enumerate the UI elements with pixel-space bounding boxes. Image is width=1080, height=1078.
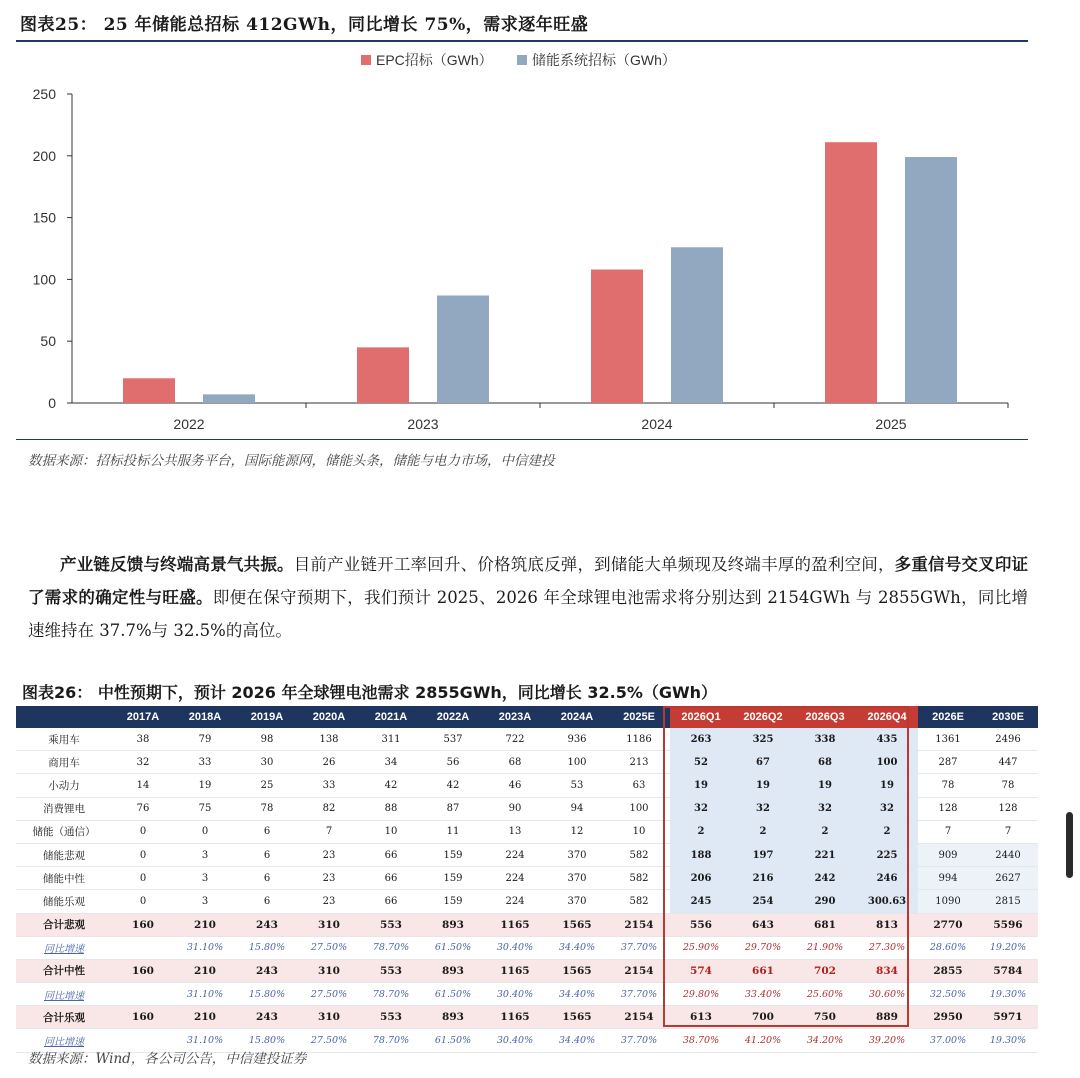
table-cell: 909	[918, 843, 978, 866]
table-cell: 2855	[918, 959, 978, 982]
table-cell: 128	[918, 797, 978, 820]
table-cell: 370	[546, 843, 608, 866]
table-cell: 41.20%	[732, 1029, 794, 1052]
table-cell: 936	[546, 728, 608, 751]
column-header: 2021A	[360, 706, 422, 728]
figure-25-title: 图表25： 25 年储能总招标 412GWh，同比增长 75%，需求逐年旺盛	[20, 15, 589, 35]
table-cell: 34.40%	[546, 1029, 608, 1052]
scrollbar-thumb[interactable]	[1066, 812, 1073, 878]
y-tick-label: 250	[32, 86, 56, 102]
table-cell: 338	[794, 728, 856, 751]
table-cell: 19	[856, 774, 918, 797]
table-cell: 0	[112, 867, 174, 890]
table-cell: 19	[732, 774, 794, 797]
table-cell: 19	[174, 774, 236, 797]
table-cell: 813	[856, 913, 918, 936]
table-cell: 582	[608, 890, 670, 913]
table-row	[16, 797, 1038, 820]
table-cell: 889	[856, 1006, 918, 1029]
table-cell: 2154	[608, 1006, 670, 1029]
table-cell: 310	[298, 959, 360, 982]
table-cell: 66	[360, 843, 422, 866]
table-cell: 159	[422, 843, 484, 866]
table-cell: 310	[298, 1006, 360, 1029]
table-cell: 87	[422, 797, 484, 820]
table-cell: 159	[422, 890, 484, 913]
table-row	[16, 820, 1038, 843]
y-tick-label: 150	[32, 209, 56, 226]
table-cell: 46	[484, 774, 546, 797]
table-cell: 32	[794, 797, 856, 820]
table-cell: 15.80%	[236, 983, 298, 1006]
table-cell: 15.80%	[236, 936, 298, 959]
table-cell: 750	[794, 1006, 856, 1029]
column-header: 2019A	[236, 706, 298, 728]
table-cell: 6	[236, 867, 298, 890]
table-header-row	[16, 706, 1038, 728]
paragraph-text-1: 目前产业链开工率回升、价格筑底反弹，到储能大单频现及终端丰厚的盈利空间，	[293, 555, 895, 574]
table-cell: 61.50%	[422, 983, 484, 1006]
table-cell: 2	[732, 820, 794, 843]
table-cell: 537	[422, 728, 484, 751]
table-cell: 893	[422, 959, 484, 982]
table-cell: 61.50%	[422, 936, 484, 959]
table-cell: 38	[112, 728, 174, 751]
table-cell: 26	[298, 751, 360, 774]
table-cell: 1565	[546, 1006, 608, 1029]
table-cell: 0	[174, 820, 236, 843]
table-cell: 213	[608, 751, 670, 774]
table-cell: 2154	[608, 959, 670, 982]
y-tick-label: 50	[40, 333, 56, 350]
table-cell: 702	[794, 959, 856, 982]
table-cell: 78.70%	[360, 983, 422, 1006]
table-cell: 30.40%	[484, 1029, 546, 1052]
table-cell: 14	[112, 774, 174, 797]
table-cell: 216	[732, 867, 794, 890]
table-cell: 34.20%	[794, 1029, 856, 1052]
x-tick-label: 2023	[407, 416, 439, 432]
row-label: 同比增速	[16, 983, 112, 1006]
table-cell: 23	[298, 890, 360, 913]
row-label: 商用车	[16, 751, 112, 774]
table-cell: 722	[484, 728, 546, 751]
table-cell: 10	[608, 820, 670, 843]
table-cell: 160	[112, 913, 174, 936]
table-cell: 79	[174, 728, 236, 751]
table-cell: 37.70%	[608, 1029, 670, 1052]
table-cell: 197	[732, 843, 794, 866]
table-cell: 23	[298, 843, 360, 866]
table-cell: 37.00%	[918, 1029, 978, 1052]
table-cell: 3	[174, 890, 236, 913]
table-cell: 100	[546, 751, 608, 774]
table-cell: 224	[484, 890, 546, 913]
table-cell: 254	[732, 890, 794, 913]
table-cell: 210	[174, 913, 236, 936]
paragraph-emphasis: 多重信号交叉印证了需求的确定性与旺盛。	[28, 555, 1029, 607]
y-tick-label: 200	[32, 147, 56, 164]
x-tick-label: 2022	[173, 416, 205, 432]
table-cell: 31.10%	[174, 1029, 236, 1052]
table-cell: 6	[236, 890, 298, 913]
table-cell	[112, 936, 174, 959]
table-cell: 29.80%	[670, 983, 732, 1006]
table-cell: 98	[236, 728, 298, 751]
table-cell: 21.90%	[794, 936, 856, 959]
chart-bottom-divider	[16, 439, 1028, 440]
table-cell: 5784	[978, 959, 1038, 982]
table-cell: 681	[794, 913, 856, 936]
row-label: 小动力	[16, 774, 112, 797]
table-cell: 88	[360, 797, 422, 820]
table-cell: 39.20%	[856, 1029, 918, 1052]
table-cell: 78	[236, 797, 298, 820]
column-header: 2017A	[112, 706, 174, 728]
table-cell: 3	[174, 843, 236, 866]
table-cell: 56	[422, 751, 484, 774]
table-cell: 19.20%	[978, 936, 1038, 959]
table-cell: 31.10%	[174, 936, 236, 959]
table-cell: 53	[546, 774, 608, 797]
row-label: 合计乐观	[16, 1006, 112, 1029]
table-cell: 100	[608, 797, 670, 820]
table-cell: 32	[856, 797, 918, 820]
table-cell: 243	[236, 913, 298, 936]
table-cell: 893	[422, 1006, 484, 1029]
table-cell: 34.40%	[546, 936, 608, 959]
table-cell: 582	[608, 843, 670, 866]
table-cell: 1565	[546, 913, 608, 936]
table-cell: 1565	[546, 959, 608, 982]
table-cell: 242	[794, 867, 856, 890]
table-cell: 1165	[484, 959, 546, 982]
table-cell: 1165	[484, 913, 546, 936]
table-cell: 2950	[918, 1006, 978, 1029]
bar-2024-series-2	[671, 247, 723, 403]
total-row	[16, 913, 1038, 936]
table-cell: 300.63	[856, 890, 918, 913]
bar-chart	[0, 42, 1040, 438]
table-cell: 23	[298, 867, 360, 890]
table-cell: 128	[978, 797, 1038, 820]
table-cell: 94	[546, 797, 608, 820]
table-cell: 7	[918, 820, 978, 843]
table-cell: 34.40%	[546, 983, 608, 1006]
table-cell: 30	[236, 751, 298, 774]
figure-26-title: 图表26： 中性预期下，预计 2026 年全球锂电池需求 2855GWh，同比增长 32.5%（GWh）	[22, 683, 718, 702]
table-cell: 11	[422, 820, 484, 843]
row-label: 储能中性	[16, 867, 112, 890]
table-cell: 893	[422, 913, 484, 936]
table-cell: 206	[670, 867, 732, 890]
bar-2025-series-1	[825, 142, 877, 403]
table-cell: 63	[608, 774, 670, 797]
table-row	[16, 843, 1038, 866]
legend-label: 储能系统招标（GWh）	[532, 52, 676, 68]
table-cell: 188	[670, 843, 732, 866]
table-cell: 33	[174, 751, 236, 774]
table-cell: 67	[732, 751, 794, 774]
table-cell: 7	[978, 820, 1038, 843]
table-cell: 33	[298, 774, 360, 797]
column-header: 2020A	[298, 706, 360, 728]
table-cell: 0	[112, 843, 174, 866]
column-header: 2024A	[546, 706, 608, 728]
figure-26-source: 数据来源：Wind，各公司公告，中信建投证券	[28, 1051, 307, 1067]
table-cell: 0	[112, 820, 174, 843]
table-cell: 553	[360, 913, 422, 936]
column-header: 2030E	[978, 706, 1038, 728]
bar-2023-series-1	[357, 347, 409, 403]
table-cell: 2627	[978, 867, 1038, 890]
row-label: 储能悲观	[16, 843, 112, 866]
table-cell: 30.40%	[484, 936, 546, 959]
y-tick-label: 100	[32, 271, 56, 288]
table-cell: 159	[422, 867, 484, 890]
table-cell: 27.50%	[298, 983, 360, 1006]
table-cell: 2	[794, 820, 856, 843]
table-cell: 246	[856, 867, 918, 890]
table-cell: 33.40%	[732, 983, 794, 1006]
growth-row	[16, 936, 1038, 959]
table-cell: 160	[112, 1006, 174, 1029]
table-cell: 5971	[978, 1006, 1038, 1029]
table-cell: 32	[732, 797, 794, 820]
column-header: 2026E	[918, 706, 978, 728]
row-label: 合计悲观	[16, 913, 112, 936]
table-row	[16, 867, 1038, 890]
table-cell: 6	[236, 820, 298, 843]
table-cell: 68	[794, 751, 856, 774]
row-label: 合计中性	[16, 959, 112, 982]
table-cell: 12	[546, 820, 608, 843]
table-cell: 76	[112, 797, 174, 820]
x-tick-label: 2024	[641, 416, 673, 432]
row-label: 储能（通信）	[16, 820, 112, 843]
table-cell: 1165	[484, 1006, 546, 1029]
table-cell: 287	[918, 751, 978, 774]
row-label: 消费锂电	[16, 797, 112, 820]
table-cell: 553	[360, 1006, 422, 1029]
table-cell: 66	[360, 867, 422, 890]
table-cell: 38.70%	[670, 1029, 732, 1052]
table-cell: 61.50%	[422, 1029, 484, 1052]
table-cell: 42	[422, 774, 484, 797]
table-cell: 138	[298, 728, 360, 751]
bar-2023-series-2	[437, 295, 489, 403]
table-row	[16, 890, 1038, 913]
table-cell: 78.70%	[360, 1029, 422, 1052]
bar-2022-series-1	[123, 378, 175, 403]
table-cell: 2496	[978, 728, 1038, 751]
total-row	[16, 1006, 1038, 1029]
table-cell: 19	[794, 774, 856, 797]
table-cell: 7	[298, 820, 360, 843]
table-cell: 19.30%	[978, 983, 1038, 1006]
table-cell: 553	[360, 959, 422, 982]
table-cell: 34	[360, 751, 422, 774]
table-cell: 3	[174, 867, 236, 890]
table-cell: 68	[484, 751, 546, 774]
table-cell: 245	[670, 890, 732, 913]
table-cell: 15.80%	[236, 1029, 298, 1052]
table-cell: 2	[856, 820, 918, 843]
table-cell: 210	[174, 959, 236, 982]
table-cell: 78	[978, 774, 1038, 797]
table-cell: 5596	[978, 913, 1038, 936]
table-cell: 661	[732, 959, 794, 982]
table-cell: 1090	[918, 890, 978, 913]
table-cell: 310	[298, 913, 360, 936]
row-label: 乘用车	[16, 728, 112, 751]
table-cell: 82	[298, 797, 360, 820]
bar-2022-series-2	[203, 394, 255, 403]
bar-2025-series-2	[905, 157, 957, 403]
column-header: 2022A	[422, 706, 484, 728]
row-label: 同比增速	[16, 1029, 112, 1052]
table-cell: 25.90%	[670, 936, 732, 959]
table-cell: 210	[174, 1006, 236, 1029]
table-cell: 1361	[918, 728, 978, 751]
paragraph-lead: 产业链反馈与终端高景气共振。	[60, 555, 294, 574]
table-cell: 370	[546, 890, 608, 913]
table-cell: 160	[112, 959, 174, 982]
table-cell: 27.50%	[298, 1029, 360, 1052]
table-cell: 582	[608, 867, 670, 890]
table-cell: 1186	[608, 728, 670, 751]
table-cell: 27.30%	[856, 936, 918, 959]
table-cell: 78	[918, 774, 978, 797]
table-cell: 10	[360, 820, 422, 843]
table-cell: 37.70%	[608, 936, 670, 959]
table-cell: 52	[670, 751, 732, 774]
table-cell: 224	[484, 867, 546, 890]
table-cell: 6	[236, 843, 298, 866]
table-cell: 32	[112, 751, 174, 774]
table-cell: 243	[236, 959, 298, 982]
figure-25-source: 数据来源：招标投标公共服务平台，国际能源网，储能头条，储能与电力市场，中信建投	[28, 453, 555, 469]
table-cell: 556	[670, 913, 732, 936]
table-cell: 221	[794, 843, 856, 866]
table-cell: 263	[670, 728, 732, 751]
table-cell: 25.60%	[794, 983, 856, 1006]
header-corner	[16, 706, 112, 728]
table-cell: 100	[856, 751, 918, 774]
table-cell: 613	[670, 1006, 732, 1029]
table-cell: 2154	[608, 913, 670, 936]
table-cell: 28.60%	[918, 936, 978, 959]
table-cell: 700	[732, 1006, 794, 1029]
x-tick-label: 2025	[875, 416, 907, 432]
table-cell: 0	[112, 890, 174, 913]
y-tick-label: 0	[48, 395, 56, 411]
table-cell: 225	[856, 843, 918, 866]
table-row	[16, 751, 1038, 774]
table-cell: 2770	[918, 913, 978, 936]
table-cell: 66	[360, 890, 422, 913]
table-row	[16, 774, 1038, 797]
growth-row	[16, 983, 1038, 1006]
table-cell: 19.30%	[978, 1029, 1038, 1052]
table-cell: 30.40%	[484, 983, 546, 1006]
table-cell: 243	[236, 1006, 298, 1029]
table-cell: 31.10%	[174, 983, 236, 1006]
table-cell: 75	[174, 797, 236, 820]
table-cell: 29.70%	[732, 936, 794, 959]
table-cell: 2	[670, 820, 732, 843]
table-cell: 32	[670, 797, 732, 820]
table-cell: 224	[484, 843, 546, 866]
table-cell: 290	[794, 890, 856, 913]
table-cell: 834	[856, 959, 918, 982]
row-label: 同比增速	[16, 936, 112, 959]
demand-table	[16, 706, 1038, 1053]
table-cell: 447	[978, 751, 1038, 774]
table-cell: 325	[732, 728, 794, 751]
column-header: 2026Q2	[732, 706, 794, 728]
table-cell	[112, 983, 174, 1006]
table-cell: 25	[236, 774, 298, 797]
table-cell: 37.70%	[608, 983, 670, 1006]
table-cell: 2440	[978, 843, 1038, 866]
row-label: 储能乐观	[16, 890, 112, 913]
table-cell: 30.60%	[856, 983, 918, 1006]
table-cell: 78.70%	[360, 936, 422, 959]
body-paragraph	[28, 548, 1028, 647]
column-header: 2026Q4	[856, 706, 918, 728]
table-cell: 994	[918, 867, 978, 890]
table-cell: 90	[484, 797, 546, 820]
column-header: 2026Q1	[670, 706, 732, 728]
table-cell: 2815	[978, 890, 1038, 913]
total-row	[16, 959, 1038, 982]
column-header: 2026Q3	[794, 706, 856, 728]
column-header: 2018A	[174, 706, 236, 728]
table-cell: 311	[360, 728, 422, 751]
table-cell: 32.50%	[918, 983, 978, 1006]
table-cell: 42	[360, 774, 422, 797]
column-header: 2023A	[484, 706, 546, 728]
table-cell: 574	[670, 959, 732, 982]
table-cell: 643	[732, 913, 794, 936]
legend-swatch	[517, 55, 527, 65]
table-cell: 27.50%	[298, 936, 360, 959]
table-row	[16, 728, 1038, 751]
bar-2024-series-1	[591, 270, 643, 403]
table-cell: 435	[856, 728, 918, 751]
table-cell: 370	[546, 867, 608, 890]
column-header: 2025E	[608, 706, 670, 728]
table-cell: 13	[484, 820, 546, 843]
table-cell: 19	[670, 774, 732, 797]
paragraph-text-2: 即便在保守预期下，我们预计 2025、2026 年全球锂电池需求将分别达到 2154GWh 与 2855GWh，同比增速维持在 37.7%与 32.5%的高位。	[28, 588, 1029, 640]
legend-swatch	[361, 55, 371, 65]
legend-label: EPC招标（GWh）	[376, 52, 493, 68]
